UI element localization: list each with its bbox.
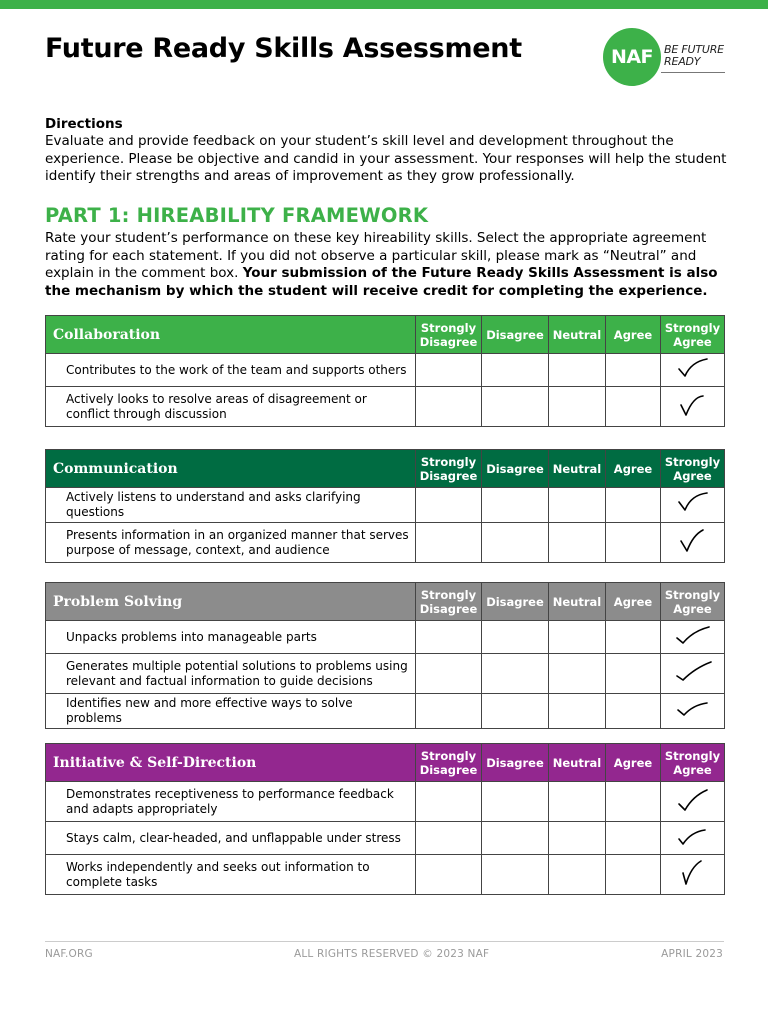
rating-cell-strongly-agree[interactable] — [661, 488, 725, 523]
rating-cell-disagree[interactable] — [482, 782, 549, 822]
naf-logo — [603, 28, 733, 88]
rating-cell-disagree[interactable] — [482, 387, 549, 427]
rating-cell-disagree[interactable] — [482, 354, 549, 387]
rating-cell-agree[interactable] — [606, 354, 661, 387]
rating-cell-strongly-agree[interactable] — [661, 523, 725, 563]
col-header-strongly-disagree: Strongly Disagree — [416, 744, 482, 782]
category-header: Initiative & Self-Direction — [46, 744, 416, 782]
rating-cell-agree[interactable] — [606, 523, 661, 563]
rating-cell-strongly-disagree[interactable] — [416, 782, 482, 822]
rating-cell-strongly-disagree[interactable] — [416, 694, 482, 729]
rating-cell-strongly-disagree[interactable] — [416, 523, 482, 563]
rating-cell-agree[interactable] — [606, 387, 661, 427]
rating-cell-neutral[interactable] — [549, 387, 606, 427]
rating-cell-neutral[interactable] — [549, 855, 606, 895]
footer-website: NAF.ORG — [45, 948, 93, 960]
rating-cell-agree[interactable] — [606, 621, 661, 654]
top-accent-bar — [0, 0, 768, 9]
checkmark-icon — [673, 489, 713, 517]
rating-cell-disagree[interactable] — [482, 621, 549, 654]
rating-cell-neutral[interactable] — [549, 523, 606, 563]
skill-table-initiative-self-direction — [45, 743, 725, 895]
skill-table-communication — [45, 449, 725, 563]
table-header-row — [46, 583, 725, 621]
part1-title: PART 1: HIREABILITY FRAMEWORK — [45, 204, 429, 227]
rating-cell-neutral[interactable] — [549, 782, 606, 822]
naf-logo-mark: NAF — [603, 28, 661, 86]
skill-statement: Stays calm, clear-headed, and unflappable under stress — [46, 822, 416, 855]
part1-instructions — [45, 230, 735, 300]
skill-statement: Actively listens to understand and asks clarifying questions — [46, 488, 416, 523]
table-row — [46, 354, 725, 387]
rating-cell-strongly-agree[interactable] — [661, 654, 725, 694]
col-header-disagree: Disagree — [482, 744, 549, 782]
rating-cell-strongly-agree[interactable] — [661, 782, 725, 822]
col-header-agree: Agree — [606, 316, 661, 354]
col-header-disagree: Disagree — [482, 583, 549, 621]
rating-cell-neutral[interactable] — [549, 488, 606, 523]
page-title: Future Ready Skills Assessment — [45, 33, 522, 64]
directions-heading: Directions — [45, 116, 123, 132]
col-header-neutral: Neutral — [549, 450, 606, 488]
logo-rule — [661, 72, 725, 73]
col-header-agree: Agree — [606, 744, 661, 782]
table-header-row — [46, 744, 725, 782]
table-row — [46, 621, 725, 654]
category-header: Problem Solving — [46, 583, 416, 621]
skill-table-collaboration — [45, 315, 725, 427]
rating-cell-disagree[interactable] — [482, 694, 549, 729]
skill-statement: Works independently and seeks out information to complete tasks — [46, 855, 416, 895]
rating-cell-agree[interactable] — [606, 694, 661, 729]
rating-cell-strongly-disagree[interactable] — [416, 855, 482, 895]
checkmark-icon — [673, 391, 713, 419]
rating-cell-agree[interactable] — [606, 822, 661, 855]
col-header-strongly-disagree: Strongly Disagree — [416, 316, 482, 354]
skill-statement: Actively looks to resolve areas of disagreement or conflict through discussion — [46, 387, 416, 427]
rating-cell-strongly-agree[interactable] — [661, 694, 725, 729]
rating-cell-neutral[interactable] — [549, 822, 606, 855]
skill-statement: Generates multiple potential solutions to problems using relevant and factual information to guide decisions — [46, 654, 416, 694]
checkmark-icon — [673, 527, 713, 555]
rating-cell-agree[interactable] — [606, 488, 661, 523]
checkmark-icon — [673, 822, 713, 850]
table-row — [46, 855, 725, 895]
checkmark-icon — [673, 621, 713, 649]
rating-cell-neutral[interactable] — [549, 694, 606, 729]
rating-cell-strongly-disagree[interactable] — [416, 488, 482, 523]
col-header-disagree: Disagree — [482, 450, 549, 488]
table-row — [46, 694, 725, 729]
rating-cell-strongly-agree[interactable] — [661, 822, 725, 855]
checkmark-icon — [673, 658, 713, 686]
rating-cell-disagree[interactable] — [482, 523, 549, 563]
table-row — [46, 654, 725, 694]
rating-cell-strongly-disagree[interactable] — [416, 354, 482, 387]
col-header-agree: Agree — [606, 450, 661, 488]
col-header-strongly-disagree: Strongly Disagree — [416, 583, 482, 621]
rating-cell-neutral[interactable] — [549, 354, 606, 387]
rating-cell-strongly-agree[interactable] — [661, 855, 725, 895]
skill-statement: Unpacks problems into manageable parts — [46, 621, 416, 654]
checkmark-icon — [673, 354, 713, 382]
checkmark-icon — [673, 695, 713, 723]
col-header-strongly-agree: Strongly Agree — [661, 583, 725, 621]
rating-cell-neutral[interactable] — [549, 621, 606, 654]
table-row — [46, 523, 725, 563]
rating-cell-strongly-disagree[interactable] — [416, 822, 482, 855]
col-header-strongly-agree: Strongly Agree — [661, 744, 725, 782]
directions-text: Evaluate and provide feedback on your student’s skill level and development throughout the experience. Please be objective and candid in your assessment. Your responses will help the student identify their strengths and areas of improvement as they grow professionally. — [45, 133, 727, 184]
footer-divider — [45, 941, 724, 942]
table-row — [46, 488, 725, 523]
rating-cell-strongly-agree[interactable] — [661, 354, 725, 387]
rating-cell-disagree[interactable] — [482, 488, 549, 523]
rating-cell-strongly-disagree[interactable] — [416, 387, 482, 427]
part1-instructions-text: Rate your student’s performance on these key hireability skills. Select the appropriate agreement rating for each statement. If you did not observe a particular skill, please mark as “Neutral” and explain in the comment box. — [45, 230, 707, 281]
skill-table-problem-solving — [45, 582, 725, 729]
rating-cell-agree[interactable] — [606, 855, 661, 895]
col-header-disagree: Disagree — [482, 316, 549, 354]
table-row — [46, 387, 725, 427]
col-header-strongly-agree: Strongly Agree — [661, 316, 725, 354]
naf-logo-tagline — [664, 44, 724, 68]
col-header-agree: Agree — [606, 583, 661, 621]
checkmark-icon — [673, 859, 713, 887]
table-header-row — [46, 316, 725, 354]
rating-cell-disagree[interactable] — [482, 822, 549, 855]
skill-statement: Contributes to the work of the team and supports others — [46, 354, 416, 387]
rating-cell-strongly-agree[interactable] — [661, 387, 725, 427]
col-header-neutral: Neutral — [549, 316, 606, 354]
table-header-row — [46, 450, 725, 488]
skill-statement: Identifies new and more effective ways to solve problems — [46, 694, 416, 729]
checkmark-icon — [673, 786, 713, 814]
col-header-neutral: Neutral — [549, 744, 606, 782]
rating-cell-strongly-agree[interactable] — [661, 621, 725, 654]
table-row — [46, 822, 725, 855]
category-header: Collaboration — [46, 316, 416, 354]
footer-date: APRIL 2023 — [661, 948, 723, 960]
logo-tagline-line-2: READY — [664, 55, 701, 68]
table-row — [46, 782, 725, 822]
footer-copyright: ALL RIGHTS RESERVED © 2023 NAF — [294, 948, 490, 960]
category-header: Communication — [46, 450, 416, 488]
rating-cell-disagree[interactable] — [482, 855, 549, 895]
skill-statement: Presents information in an organized manner that serves purpose of message, context, and audience — [46, 523, 416, 563]
rating-cell-agree[interactable] — [606, 654, 661, 694]
rating-cell-strongly-disagree[interactable] — [416, 621, 482, 654]
part1-instructions-bold: Your submission of the Future Ready Skills Assessment is also the mechanism by which the student will receive credit for completing the experience. — [45, 265, 718, 299]
col-header-neutral: Neutral — [549, 583, 606, 621]
logo-tagline-line-1: BE FUTURE — [664, 43, 724, 56]
skill-statement: Demonstrates receptiveness to performance feedback and adapts appropriately — [46, 782, 416, 822]
rating-cell-neutral[interactable] — [549, 654, 606, 694]
col-header-strongly-agree: Strongly Agree — [661, 450, 725, 488]
rating-cell-disagree[interactable] — [482, 654, 549, 694]
rating-cell-strongly-disagree[interactable] — [416, 654, 482, 694]
rating-cell-agree[interactable] — [606, 782, 661, 822]
col-header-strongly-disagree: Strongly Disagree — [416, 450, 482, 488]
